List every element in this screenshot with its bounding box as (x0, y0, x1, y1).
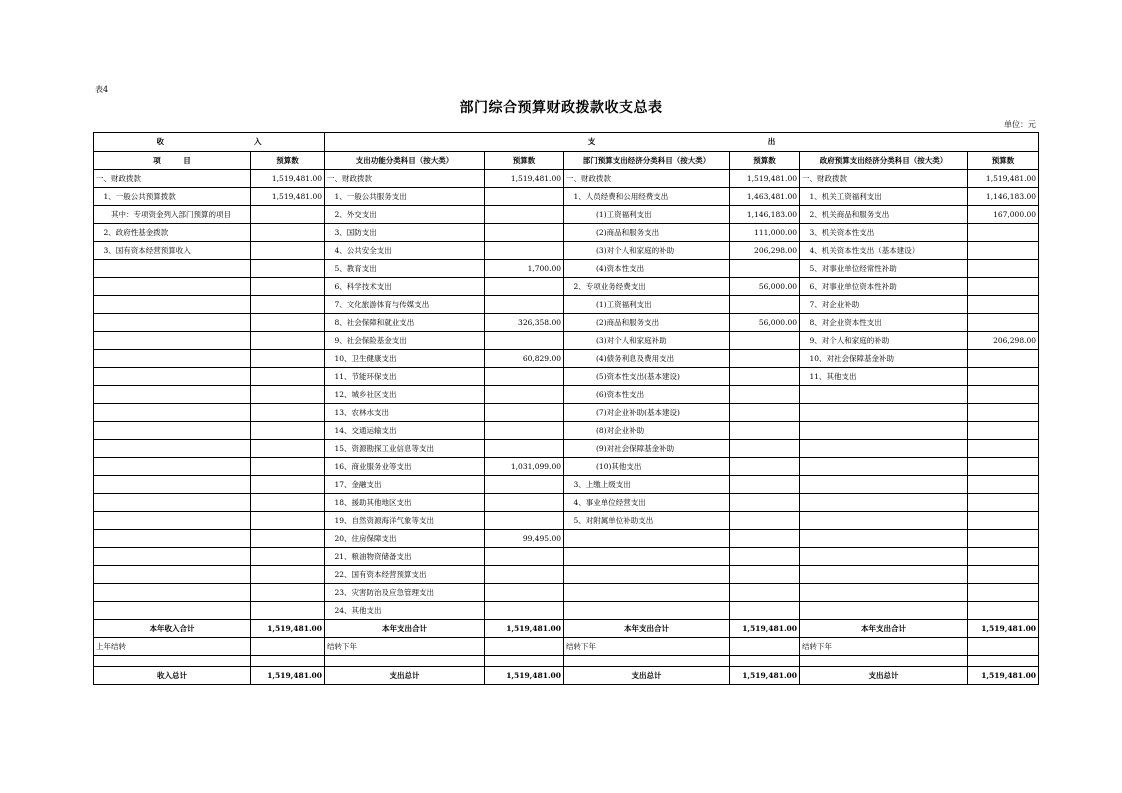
func-item-cell: 7、文化旅游体育与传媒支出 (325, 296, 485, 314)
gov-econ-budget-cell (968, 404, 1039, 422)
func-budget-cell (485, 512, 564, 530)
func-budget-cell (485, 188, 564, 206)
dept-grand-total-value: 1,519,481.00 (730, 667, 800, 685)
gov-econ-item-cell: 1、机关工资福利支出 (800, 188, 968, 206)
func-budget-cell (485, 476, 564, 494)
func-item-cell: 8、社会保障和就业支出 (325, 314, 485, 332)
dept-grand-total-label: 支出总计 (564, 667, 730, 685)
dept-econ-item-cell: 3、上缴上级支出 (564, 476, 730, 494)
dept-econ-budget-cell: 1,519,481.00 (730, 170, 800, 188)
table-row (94, 314, 1039, 332)
table-row (94, 530, 1039, 548)
col-header-dept-econ: 部门预算支出经济分类科目（按大类） (564, 152, 730, 170)
income-item-cell: 3、国有资本经营预算收入 (94, 242, 251, 260)
income-item-cell (94, 458, 251, 476)
dept-econ-item-cell: (9)对社会保障基金补助 (564, 440, 730, 458)
func-item-cell: 1、一般公共服务支出 (325, 188, 485, 206)
func-budget-cell: 60,829.00 (485, 350, 564, 368)
dept-econ-budget-cell (730, 494, 800, 512)
income-budget-cell (251, 224, 325, 242)
gov-econ-budget-cell (968, 476, 1039, 494)
income-budget-cell (251, 458, 325, 476)
func-item-cell: 一、财政拨款 (325, 170, 485, 188)
gov-grand-total-value: 1,519,481.00 (968, 667, 1039, 685)
gov-econ-budget-cell: 167,000.00 (968, 206, 1039, 224)
income-grand-total-value: 1,519,481.00 (251, 667, 325, 685)
dept-econ-item-cell: (10)其他支出 (564, 458, 730, 476)
dept-econ-budget-cell (730, 530, 800, 548)
table-row (94, 206, 1039, 224)
gov-econ-budget-cell (968, 224, 1039, 242)
income-item-cell (94, 422, 251, 440)
dept-econ-budget-cell (730, 296, 800, 314)
dept-econ-item-cell: (4)资本性支出 (564, 260, 730, 278)
dept-econ-item-cell: (3)对个人和家庭的补助 (564, 242, 730, 260)
income-item-cell (94, 314, 251, 332)
col-header-gov-econ: 政府预算支出经济分类科目（按大类） (800, 152, 968, 170)
dept-carry-next-label: 结转下年 (564, 638, 730, 656)
gov-econ-budget-cell (968, 584, 1039, 602)
func-budget-cell (485, 296, 564, 314)
func-grand-total-label: 支出总计 (325, 667, 485, 685)
gov-econ-budget-cell (968, 530, 1039, 548)
dept-econ-budget-cell (730, 422, 800, 440)
dept-econ-item-cell: (6)资本性支出 (564, 386, 730, 404)
spacer-cell (485, 656, 564, 667)
func-item-cell: 21、粮油物资储备支出 (325, 548, 485, 566)
table-row (94, 566, 1039, 584)
func-budget-cell (485, 206, 564, 224)
carry-over-row (94, 638, 1039, 656)
func-item-cell: 13、农林水支出 (325, 404, 485, 422)
income-item-cell (94, 494, 251, 512)
spacer-cell (94, 656, 251, 667)
income-budget-cell (251, 530, 325, 548)
dept-econ-budget-cell (730, 548, 800, 566)
year-func-total-value: 1,519,481.00 (485, 620, 564, 638)
income-budget-cell (251, 368, 325, 386)
col-header-func: 支出功能分类科目（按大类） (325, 152, 485, 170)
dept-econ-budget-cell: 111,000.00 (730, 224, 800, 242)
year-dept-total-value: 1,519,481.00 (730, 620, 800, 638)
income-item-cell (94, 296, 251, 314)
dept-econ-budget-cell (730, 404, 800, 422)
dept-econ-item-cell: (5)资本性支出(基本建设) (564, 368, 730, 386)
income-budget-cell (251, 260, 325, 278)
func-budget-cell: 1,031,099.00 (485, 458, 564, 476)
table-row (94, 512, 1039, 530)
year-gov-total-value: 1,519,481.00 (968, 620, 1039, 638)
gov-econ-item-cell (800, 458, 968, 476)
gov-econ-budget-cell (968, 458, 1039, 476)
func-budget-cell (485, 566, 564, 584)
income-item-cell (94, 602, 251, 620)
table-row (94, 440, 1039, 458)
gov-econ-budget-cell (968, 494, 1039, 512)
func-item-cell: 5、教育支出 (325, 260, 485, 278)
header-group-row (94, 133, 1039, 152)
income-budget-cell (251, 278, 325, 296)
income-item-cell (94, 404, 251, 422)
dept-econ-item-cell: 4、事业单位经营支出 (564, 494, 730, 512)
func-budget-cell (485, 494, 564, 512)
dept-econ-budget-cell (730, 602, 800, 620)
gov-econ-item-cell (800, 440, 968, 458)
dept-econ-budget-cell (730, 476, 800, 494)
dept-econ-budget-cell (730, 584, 800, 602)
dept-econ-budget-cell (730, 332, 800, 350)
income-item-cell (94, 386, 251, 404)
gov-econ-budget-cell (968, 296, 1039, 314)
dept-econ-budget-cell: 1,463,481.00 (730, 188, 800, 206)
table-row (94, 476, 1039, 494)
func-budget-cell (485, 422, 564, 440)
income-budget-cell (251, 602, 325, 620)
income-item-cell: 其中：专项资金列入部门预算的项目 (94, 206, 251, 224)
func-item-cell: 4、公共安全支出 (325, 242, 485, 260)
gov-econ-budget-cell (968, 566, 1039, 584)
table-row (94, 260, 1039, 278)
income-budget-cell (251, 512, 325, 530)
gov-econ-item-cell: 11、其他支出 (800, 368, 968, 386)
income-item-cell (94, 476, 251, 494)
year-gov-total-label: 本年支出合计 (800, 620, 968, 638)
income-item-cell (94, 350, 251, 368)
table-row (94, 368, 1039, 386)
func-item-cell: 11、节能环保支出 (325, 368, 485, 386)
table-row (94, 404, 1039, 422)
dept-econ-budget-cell: 1,146,183.00 (730, 206, 800, 224)
gov-econ-budget-cell (968, 386, 1039, 404)
income-budget-cell (251, 350, 325, 368)
gov-econ-budget-cell: 1,146,183.00 (968, 188, 1039, 206)
func-item-cell: 15、资源勘探工业信息等支出 (325, 440, 485, 458)
income-budget-cell: 1,519,481.00 (251, 170, 325, 188)
gov-econ-budget-cell: 206,298.00 (968, 332, 1039, 350)
income-budget-cell (251, 566, 325, 584)
income-budget-cell (251, 404, 325, 422)
gov-econ-budget-cell (968, 512, 1039, 530)
col-header-budget: 预算数 (730, 152, 800, 170)
dept-econ-item-cell: (1)工资福利支出 (564, 206, 730, 224)
spacer-cell (251, 656, 325, 667)
table-row (94, 170, 1039, 188)
func-item-cell: 12、城乡社区支出 (325, 386, 485, 404)
gov-econ-budget-cell: 1,519,481.00 (968, 170, 1039, 188)
table-row (94, 494, 1039, 512)
gov-econ-item-cell (800, 566, 968, 584)
gov-econ-item-cell: 4、机关资本性支出（基本建设） (800, 242, 968, 260)
income-item-cell (94, 566, 251, 584)
income-budget-cell (251, 548, 325, 566)
dept-econ-item-cell: (7)对企业补助(基本建设) (564, 404, 730, 422)
gov-econ-budget-cell (968, 422, 1039, 440)
gov-econ-budget-cell (968, 278, 1039, 296)
grand-total-row (94, 667, 1039, 685)
func-item-cell: 20、住房保障支出 (325, 530, 485, 548)
gov-econ-item-cell (800, 602, 968, 620)
func-item-cell: 3、国防支出 (325, 224, 485, 242)
func-item-cell: 10、卫生健康支出 (325, 350, 485, 368)
gov-econ-budget-cell (968, 440, 1039, 458)
income-budget-cell (251, 386, 325, 404)
spacer-cell (800, 656, 968, 667)
func-item-cell: 6、科学技术支出 (325, 278, 485, 296)
gov-econ-item-cell (800, 476, 968, 494)
gov-econ-item-cell (800, 494, 968, 512)
dept-econ-item-cell: (8)对企业补助 (564, 422, 730, 440)
gov-econ-budget-cell (968, 260, 1039, 278)
income-item-cell: 1、一般公共预算拨款 (94, 188, 251, 206)
table-row (94, 350, 1039, 368)
func-budget-cell (485, 404, 564, 422)
gov-econ-item-cell: 10、对社会保障基金补助 (800, 350, 968, 368)
year-income-total-label: 本年收入合计 (94, 620, 251, 638)
dept-econ-budget-cell (730, 368, 800, 386)
year-dept-total-label: 本年支出合计 (564, 620, 730, 638)
year-func-total-label: 本年支出合计 (325, 620, 485, 638)
dept-econ-item-cell (564, 548, 730, 566)
document-title: 部门综合预算财政拨款收支总表 (459, 100, 663, 116)
func-item-cell: 17、金融支出 (325, 476, 485, 494)
func-item-cell: 16、商业服务业等支出 (325, 458, 485, 476)
dept-econ-budget-cell (730, 260, 800, 278)
dept-econ-item-cell: 5、对附属单位补助支出 (564, 512, 730, 530)
dept-econ-budget-cell (730, 512, 800, 530)
income-budget-cell: 1,519,481.00 (251, 188, 325, 206)
func-grand-total-value: 1,519,481.00 (485, 667, 564, 685)
income-item-cell: 2、政府性基金拨款 (94, 224, 251, 242)
table-row (94, 422, 1039, 440)
income-grand-total-label: 收入总计 (94, 667, 251, 685)
col-header-budget: 预算数 (485, 152, 564, 170)
year-total-row (94, 620, 1039, 638)
dept-econ-budget-cell: 206,298.00 (730, 242, 800, 260)
func-budget-cell (485, 242, 564, 260)
income-budget-cell (251, 242, 325, 260)
dept-carry-next-value (730, 638, 800, 656)
header-column-row (94, 152, 1039, 170)
func-item-cell: 22、国有资本经营预算支出 (325, 566, 485, 584)
func-budget-cell (485, 548, 564, 566)
gov-carry-next-value (968, 638, 1039, 656)
func-item-cell: 19、自然资源海洋气象等支出 (325, 512, 485, 530)
gov-econ-budget-cell (968, 314, 1039, 332)
gov-econ-budget-cell (968, 548, 1039, 566)
income-item-cell (94, 512, 251, 530)
func-budget-cell (485, 440, 564, 458)
dept-econ-item-cell: 2、专项业务经费支出 (564, 278, 730, 296)
func-budget-cell: 99,495.00 (485, 530, 564, 548)
income-item-cell (94, 530, 251, 548)
income-item-cell (94, 584, 251, 602)
income-item-cell (94, 368, 251, 386)
table-row (94, 332, 1039, 350)
gov-econ-item-cell: 2、机关商品和服务支出 (800, 206, 968, 224)
func-item-cell: 18、援助其他地区支出 (325, 494, 485, 512)
func-budget-cell: 1,519,481.00 (485, 170, 564, 188)
gov-econ-item-cell: 3、机关资本性支出 (800, 224, 968, 242)
gov-econ-item-cell (800, 530, 968, 548)
income-budget-cell (251, 494, 325, 512)
func-budget-cell (485, 332, 564, 350)
table-row (94, 548, 1039, 566)
dept-econ-budget-cell (730, 350, 800, 368)
spacer-cell (564, 656, 730, 667)
table-row (94, 188, 1039, 206)
table-row (94, 296, 1039, 314)
income-item-cell: 一、财政拨款 (94, 170, 251, 188)
income-budget-cell (251, 476, 325, 494)
income-item-cell (94, 278, 251, 296)
gov-econ-budget-cell (968, 350, 1039, 368)
gov-econ-budget-cell (968, 368, 1039, 386)
dept-econ-budget-cell (730, 440, 800, 458)
spacer-row (94, 656, 1039, 667)
dept-econ-budget-cell (730, 386, 800, 404)
year-income-total-value: 1,519,481.00 (251, 620, 325, 638)
income-item-cell (94, 440, 251, 458)
gov-econ-item-cell (800, 584, 968, 602)
income-budget-cell (251, 296, 325, 314)
gov-econ-item-cell: 7、对企业补助 (800, 296, 968, 314)
func-item-cell: 23、灾害防治及应急管理支出 (325, 584, 485, 602)
spacer-cell (730, 656, 800, 667)
func-budget-cell (485, 386, 564, 404)
dept-econ-item-cell: (1)工资福利支出 (564, 296, 730, 314)
dept-econ-item-cell: (2)商品和服务支出 (564, 224, 730, 242)
func-budget-cell (485, 278, 564, 296)
budget-summary-table (93, 132, 1039, 685)
func-item-cell: 2、外交支出 (325, 206, 485, 224)
income-budget-cell (251, 422, 325, 440)
gov-econ-item-cell: 一、财政拨款 (800, 170, 968, 188)
dept-econ-item-cell: (3)对个人和家庭补助 (564, 332, 730, 350)
dept-econ-item-cell (564, 530, 730, 548)
gov-econ-item-cell: 6、对事业单位资本性补助 (800, 278, 968, 296)
dept-econ-budget-cell (730, 566, 800, 584)
gov-econ-item-cell (800, 404, 968, 422)
gov-grand-total-label: 支出总计 (800, 667, 968, 685)
dept-econ-item-cell: 1、人员经费和公用经费支出 (564, 188, 730, 206)
prev-year-carry-value (251, 638, 325, 656)
gov-econ-item-cell (800, 386, 968, 404)
expense-group-header: 支 出 (325, 133, 1039, 152)
spacer-cell (325, 656, 485, 667)
func-item-cell: 24、其他支出 (325, 602, 485, 620)
dept-econ-budget-cell: 56,000.00 (730, 314, 800, 332)
gov-econ-item-cell (800, 422, 968, 440)
table-row (94, 224, 1039, 242)
table-row (94, 458, 1039, 476)
gov-econ-item-cell: 9、对个人和家庭的补助 (800, 332, 968, 350)
dept-econ-item-cell (564, 602, 730, 620)
func-budget-cell (485, 602, 564, 620)
gov-econ-budget-cell (968, 242, 1039, 260)
dept-econ-item-cell: (4)债务利息及费用支出 (564, 350, 730, 368)
func-budget-cell: 326,358.00 (485, 314, 564, 332)
income-budget-cell (251, 206, 325, 224)
dept-econ-item-cell (564, 566, 730, 584)
table-row (94, 584, 1039, 602)
func-budget-cell (485, 368, 564, 386)
income-group-header: 收 入 (94, 133, 325, 152)
dept-econ-budget-cell (730, 458, 800, 476)
prev-year-carry-label: 上年结转 (94, 638, 251, 656)
income-item-cell (94, 332, 251, 350)
table-body (94, 133, 1039, 685)
income-item-cell (94, 260, 251, 278)
income-budget-cell (251, 440, 325, 458)
income-budget-cell (251, 314, 325, 332)
dept-econ-item-cell: (2)商品和服务支出 (564, 314, 730, 332)
func-item-cell: 9、社会保险基金支出 (325, 332, 485, 350)
col-header-item: 项 目 (94, 152, 251, 170)
income-budget-cell (251, 332, 325, 350)
gov-carry-next-label: 结转下年 (800, 638, 968, 656)
gov-econ-item-cell: 5、对事业单位经常性补助 (800, 260, 968, 278)
func-carry-next-label: 结转下年 (325, 638, 485, 656)
col-header-budget: 预算数 (251, 152, 325, 170)
income-item-cell (94, 548, 251, 566)
dept-econ-item-cell: 一、财政拨款 (564, 170, 730, 188)
spacer-cell (968, 656, 1039, 667)
table-row (94, 242, 1039, 260)
gov-econ-item-cell (800, 512, 968, 530)
dept-econ-budget-cell: 56,000.00 (730, 278, 800, 296)
table-row (94, 602, 1039, 620)
gov-econ-item-cell (800, 548, 968, 566)
func-budget-cell (485, 584, 564, 602)
unit-label: 单位：元 (1004, 120, 1036, 129)
dept-econ-item-cell (564, 584, 730, 602)
func-carry-next-value (485, 638, 564, 656)
table-row (94, 278, 1039, 296)
func-budget-cell: 1,700.00 (485, 260, 564, 278)
table-number: 表4 (95, 85, 109, 94)
gov-econ-budget-cell (968, 602, 1039, 620)
func-item-cell: 14、交通运输支出 (325, 422, 485, 440)
income-budget-cell (251, 584, 325, 602)
func-budget-cell (485, 224, 564, 242)
col-header-budget: 预算数 (968, 152, 1039, 170)
gov-econ-item-cell: 8、对企业资本性支出 (800, 314, 968, 332)
table-row (94, 386, 1039, 404)
